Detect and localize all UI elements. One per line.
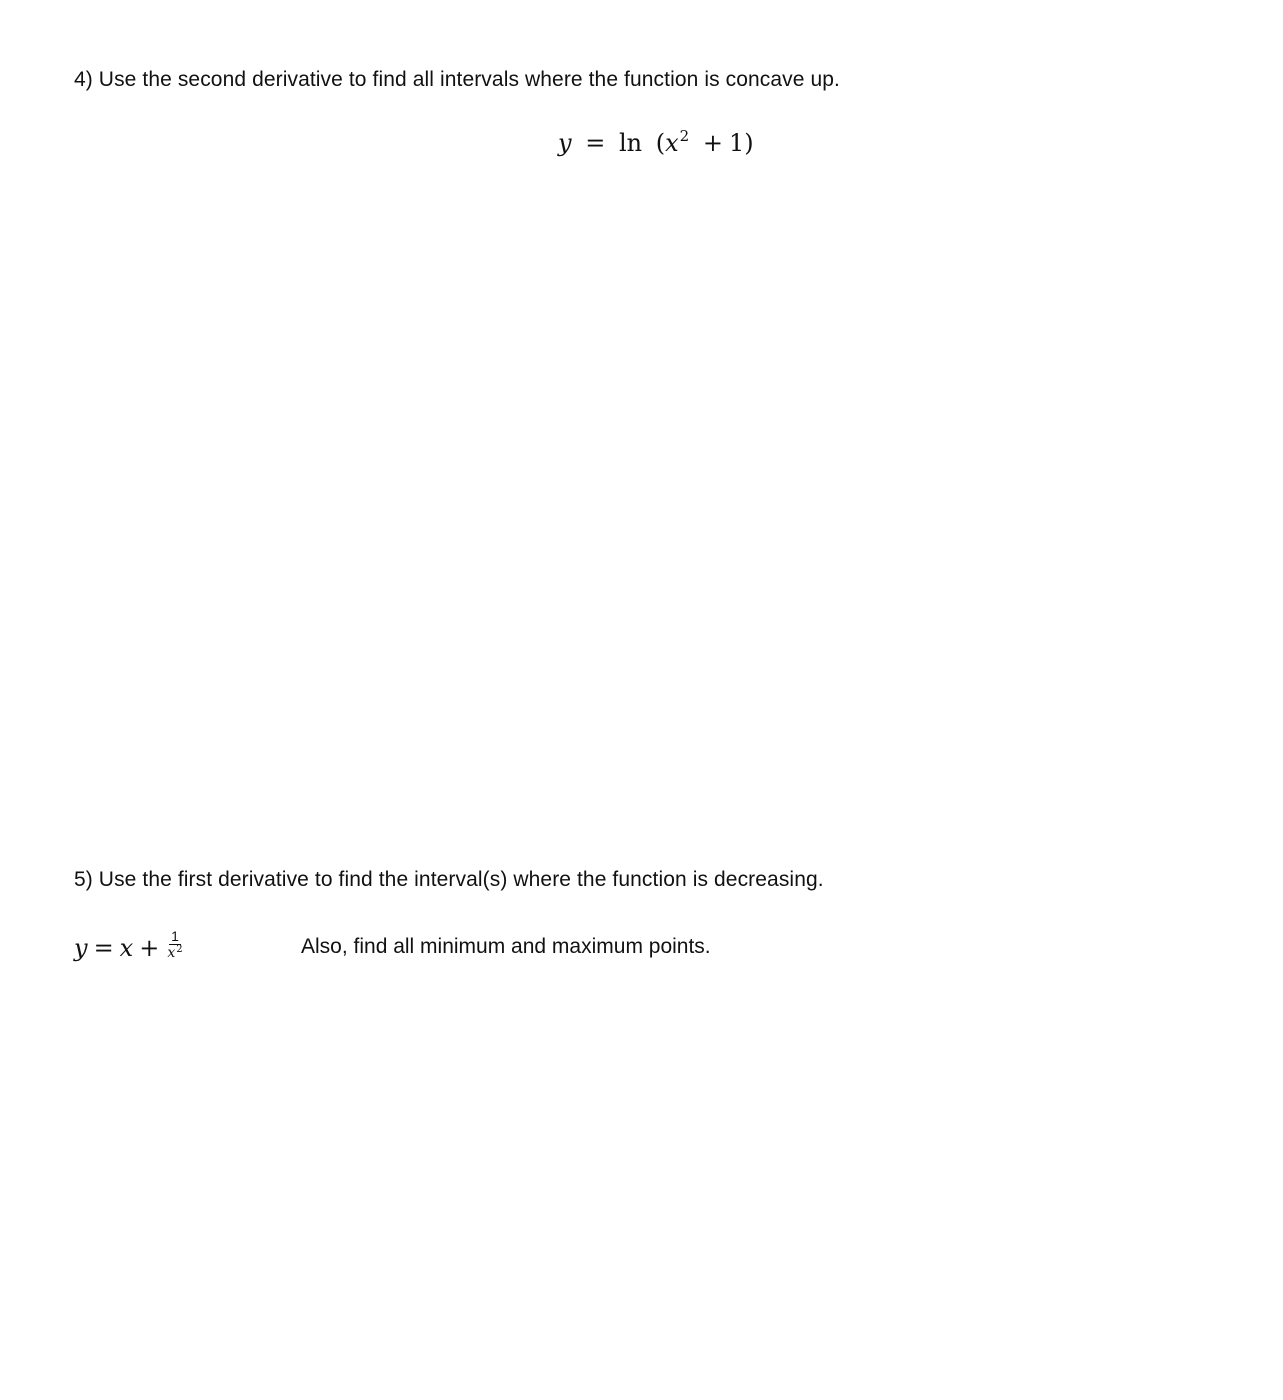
eq5-plus: + bbox=[139, 933, 160, 962]
eq5-fraction bbox=[167, 928, 182, 963]
question-5-prompt: 5) Use the first derivative to find the interval(s) where the function is decreasing. bbox=[74, 868, 824, 891]
eq4-open-paren: ( bbox=[655, 129, 666, 157]
question-4-equation bbox=[558, 128, 754, 161]
eq4-equals: = bbox=[585, 129, 606, 157]
eq5-equals: = bbox=[93, 933, 114, 962]
eq4-var: x bbox=[665, 129, 679, 157]
question-5-equation bbox=[74, 930, 183, 965]
eq5-var: x bbox=[119, 933, 134, 962]
question-4-prompt: 4) Use the second derivative to find all intervals where the function is concave up. bbox=[74, 68, 840, 91]
eq5-denominator-var: x bbox=[167, 945, 176, 961]
eq5-lhs: y bbox=[74, 933, 88, 962]
eq4-lhs: y bbox=[558, 129, 572, 157]
question-5-side-text: Also, find all minimum and maximum points. bbox=[301, 935, 711, 958]
eq4-const: 1 bbox=[728, 129, 745, 157]
eq5-denominator bbox=[167, 945, 182, 963]
eq4-func: ln bbox=[618, 129, 643, 157]
eq5-numerator: 1 bbox=[171, 928, 179, 944]
eq4-close-paren: ) bbox=[744, 129, 754, 157]
eq5-denominator-exponent: 2 bbox=[176, 944, 183, 955]
eq4-plus: + bbox=[702, 129, 723, 157]
eq4-exponent: 2 bbox=[679, 127, 690, 145]
